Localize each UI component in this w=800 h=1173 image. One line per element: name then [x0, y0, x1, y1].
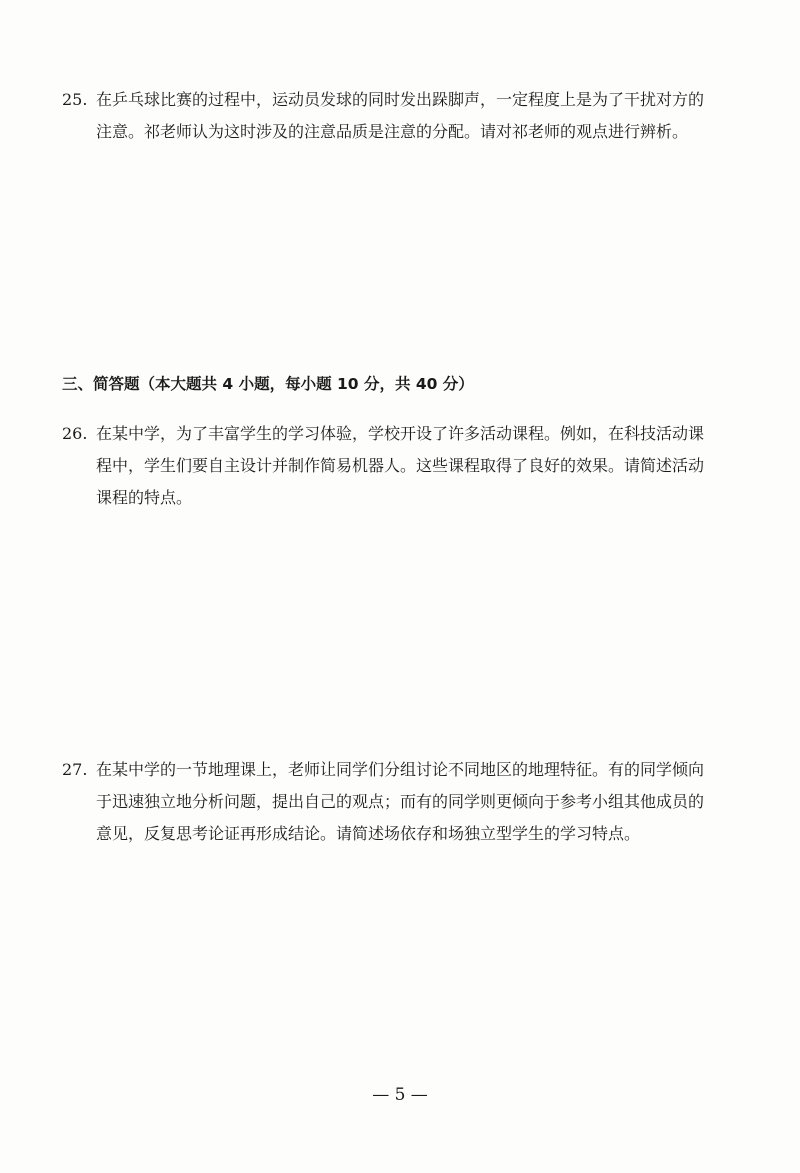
page-number: — 5 — — [372, 1085, 428, 1105]
question-text: 在乒乓球比赛的过程中，运动员发球的同时发出跺脚声，一定程度上是为了干扰对方的 — [96, 90, 705, 109]
question-text: 意见，反复思考论证再形成结论。请简述场依存和场独立型学生的学习特点。 — [96, 824, 641, 843]
question-27 — [62, 754, 742, 850]
section-heading: 三、简答题（本大题共 4 小题，每小题 10 分，共 40 分） — [62, 375, 474, 393]
question-26 — [62, 418, 742, 514]
question-text: 课程的特点。 — [96, 488, 193, 507]
question-number: 25. — [62, 90, 88, 109]
question-line — [62, 754, 742, 786]
question-number: 26. — [62, 424, 88, 443]
question-line — [62, 418, 742, 450]
question-text: 于迅速独立地分析问题，提出自己的观点；而有的同学则更倾向于参考小组其他成员的 — [96, 792, 705, 811]
question-line — [62, 84, 742, 116]
question-text: 在某中学的一节地理课上，老师让同学们分组讨论不同地区的地理特征。有的同学倾向 — [96, 760, 705, 779]
question-text: 在某中学，为了丰富学生的学习体验，学校开设了许多活动课程。例如，在科技活动课 — [96, 424, 705, 443]
question-text: 程中，学生们要自主设计并制作简易机器人。这些课程取得了良好的效果。请简述活动 — [96, 456, 705, 475]
question-25 — [62, 84, 742, 148]
question-number: 27. — [62, 760, 88, 779]
question-text: 注意。祁老师认为这时涉及的注意品质是注意的分配。请对祁老师的观点进行辨析。 — [96, 122, 689, 141]
